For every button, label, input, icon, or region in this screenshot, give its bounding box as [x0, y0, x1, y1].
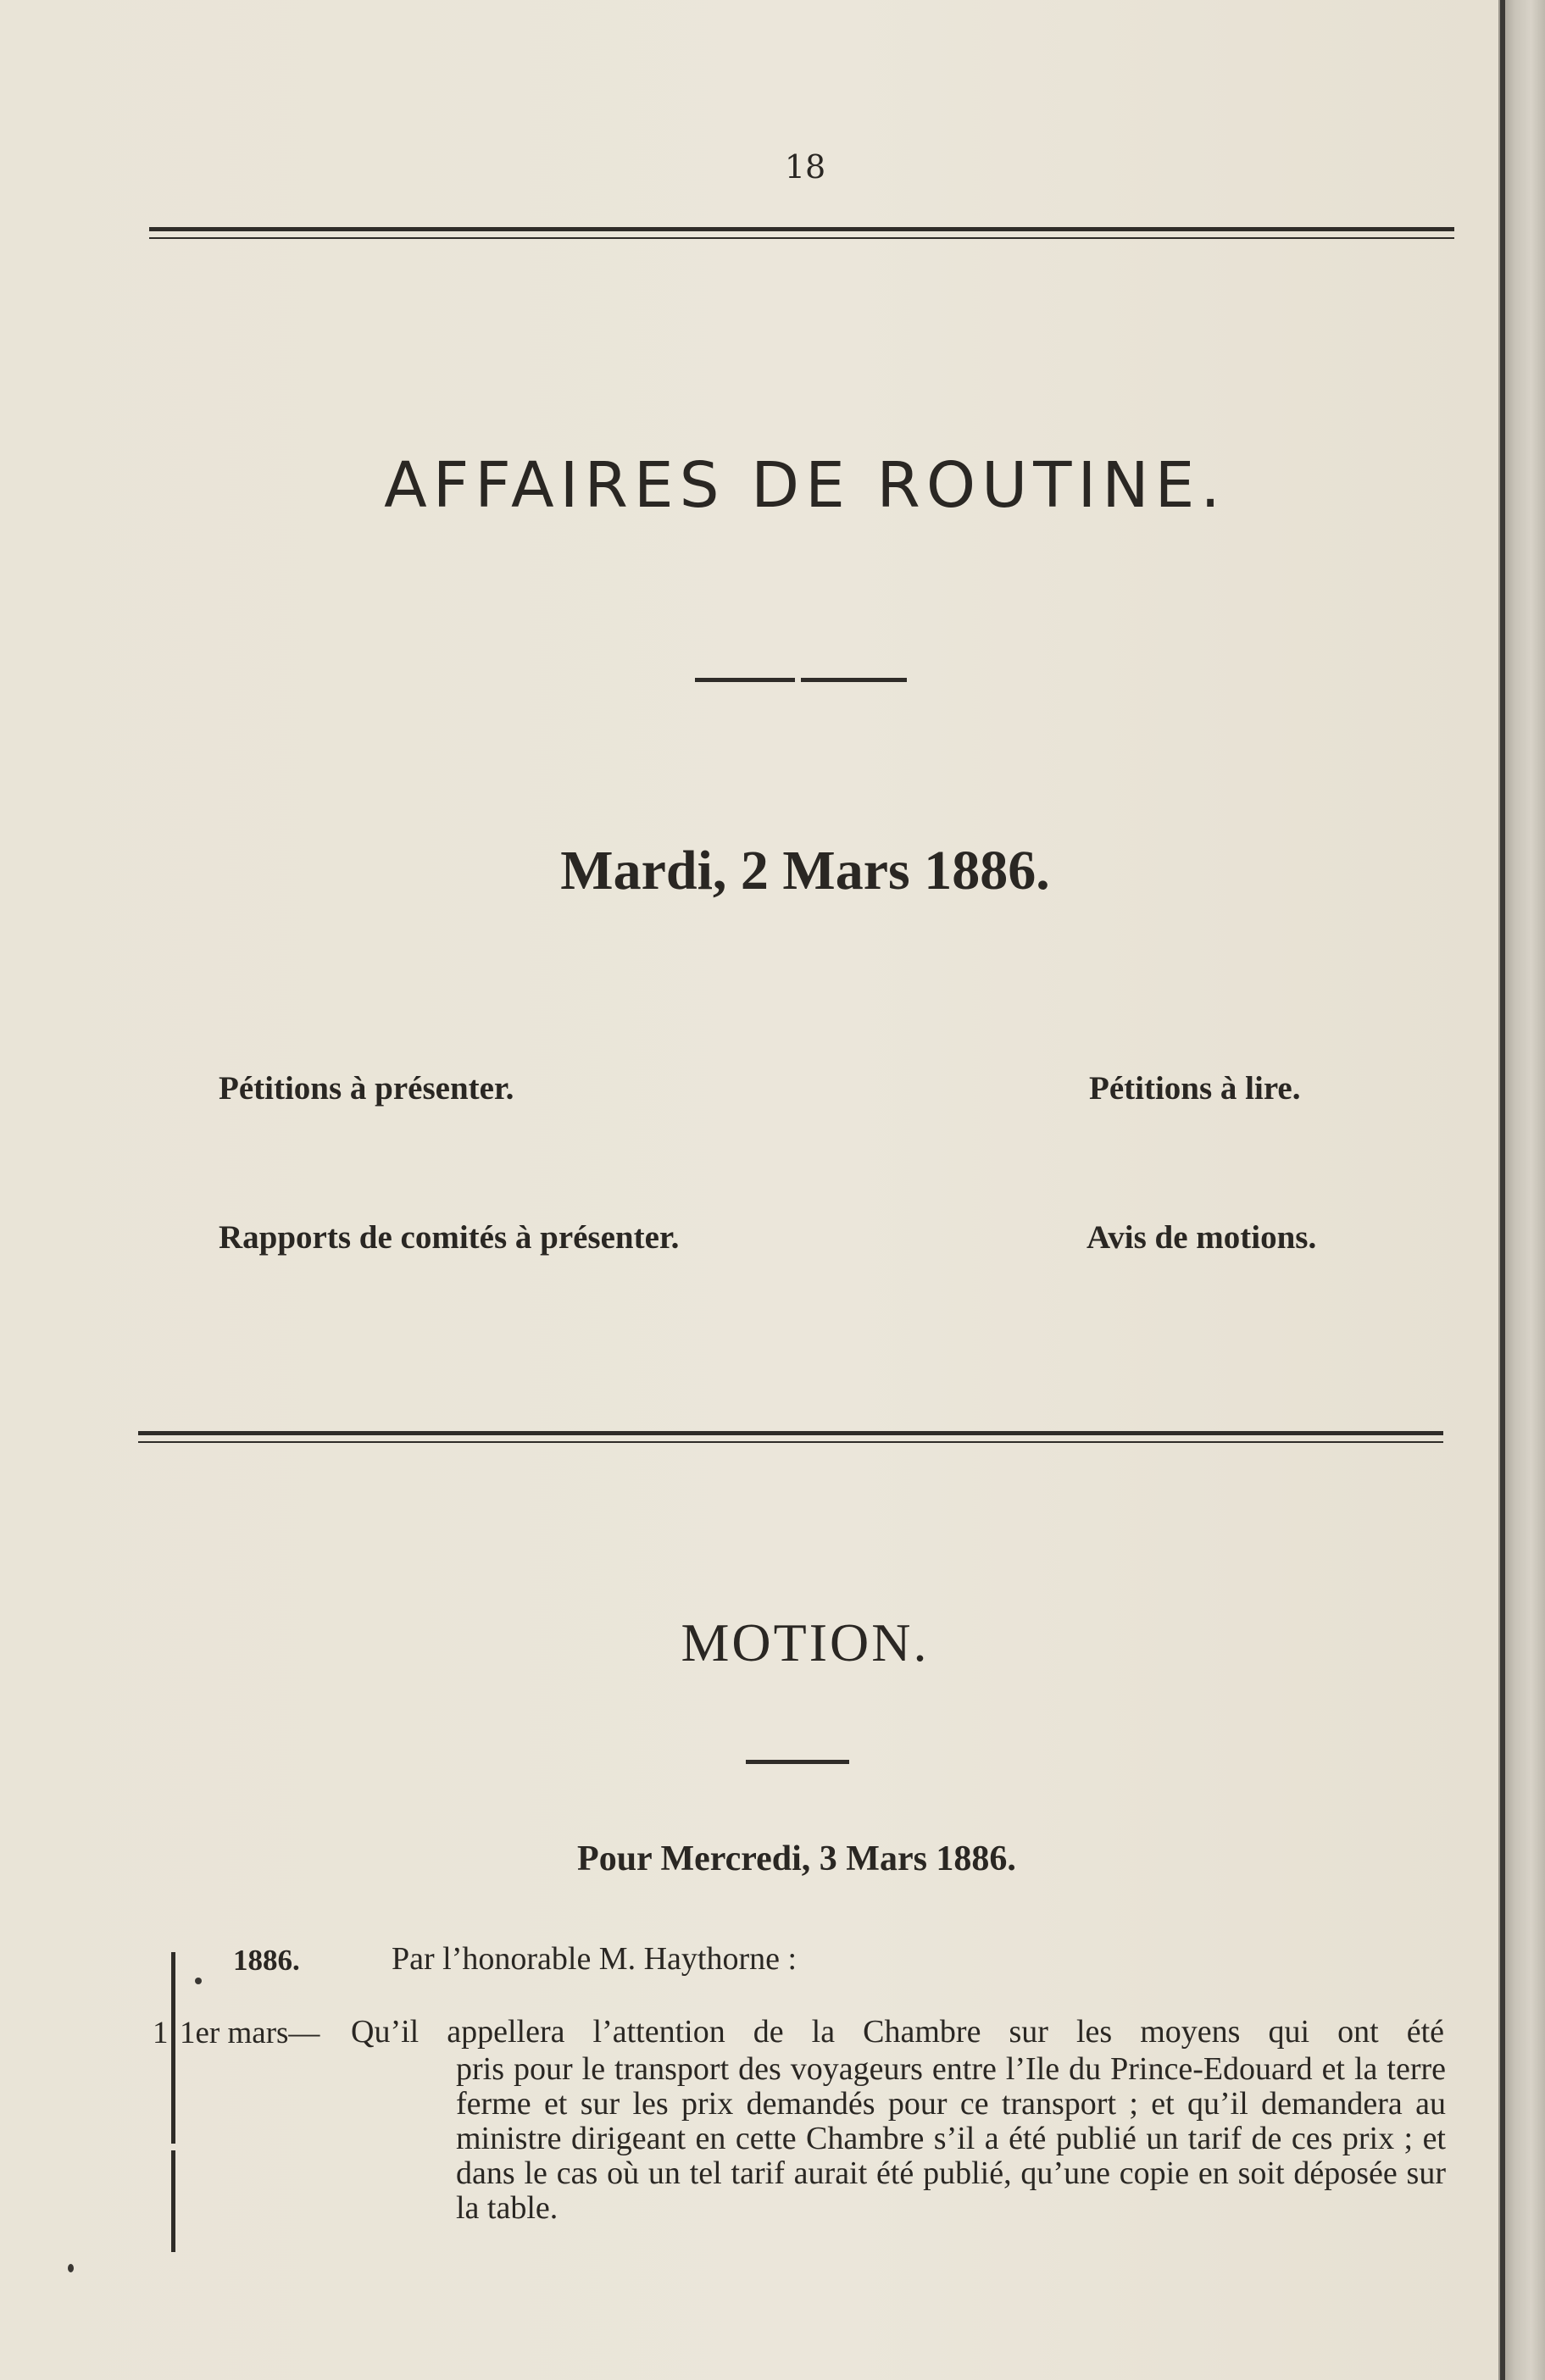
- ink-speck: [68, 2264, 74, 2272]
- motion-mover: Par l’honorable M. Haythorne :: [392, 1941, 798, 1977]
- routine-item-notices-of-motion: Avis de motions.: [1087, 1219, 1317, 1256]
- routine-item-petitions-present: Pétitions à présenter.: [219, 1070, 514, 1107]
- motion-text-body: pris pour le transport des voyageurs entre l’Ile du Prince-Edouard et la terre ferme et sur les prix demandés pour ce transport ; et qu’il demandera au ministre dirigeant en cette Chambre s’il a été publié un tarif de ces prix ; et dans le cas où un tel tarif aurait été publié, qu’une copie en soit déposée sur la table.: [456, 2051, 1446, 2226]
- routine-item-petitions-read: Pétitions à lire.: [1089, 1070, 1301, 1107]
- motion-number: 1: [153, 2016, 169, 2050]
- motion-rule: [746, 1760, 849, 1764]
- spine-edge: [1500, 0, 1505, 2380]
- sitting-date: Mardi, 2 Mars 1886.: [560, 840, 1050, 902]
- motion-heading: MOTION.: [681, 1612, 930, 1673]
- page-number: 18: [784, 148, 826, 186]
- motion-text-first-line: Qu’il appellera l’attention de la Chambre sur les moyens qui ont été: [351, 2014, 1444, 2050]
- motion-year: 1886.: [233, 1944, 300, 1977]
- motion-notice-date: 1er mars—: [180, 2016, 320, 2050]
- middle-double-rule: [138, 1431, 1443, 1443]
- top-double-rule: [149, 227, 1454, 239]
- motion-for-date: Pour Mercredi, 3 Mars 1886.: [577, 1839, 1016, 1878]
- routine-item-committee-reports: Rapports de comités à présenter.: [219, 1219, 680, 1256]
- margin-bar-lower: [171, 2150, 175, 2252]
- ink-speck: [195, 1978, 202, 1984]
- ornamental-rule-left: [695, 678, 795, 682]
- margin-bar-upper: [171, 1952, 175, 2144]
- section-heading: AFFAIRES DE ROUTINE.: [384, 449, 1226, 522]
- book-spine: [1498, 0, 1545, 2380]
- ornamental-rule-right: [801, 678, 907, 682]
